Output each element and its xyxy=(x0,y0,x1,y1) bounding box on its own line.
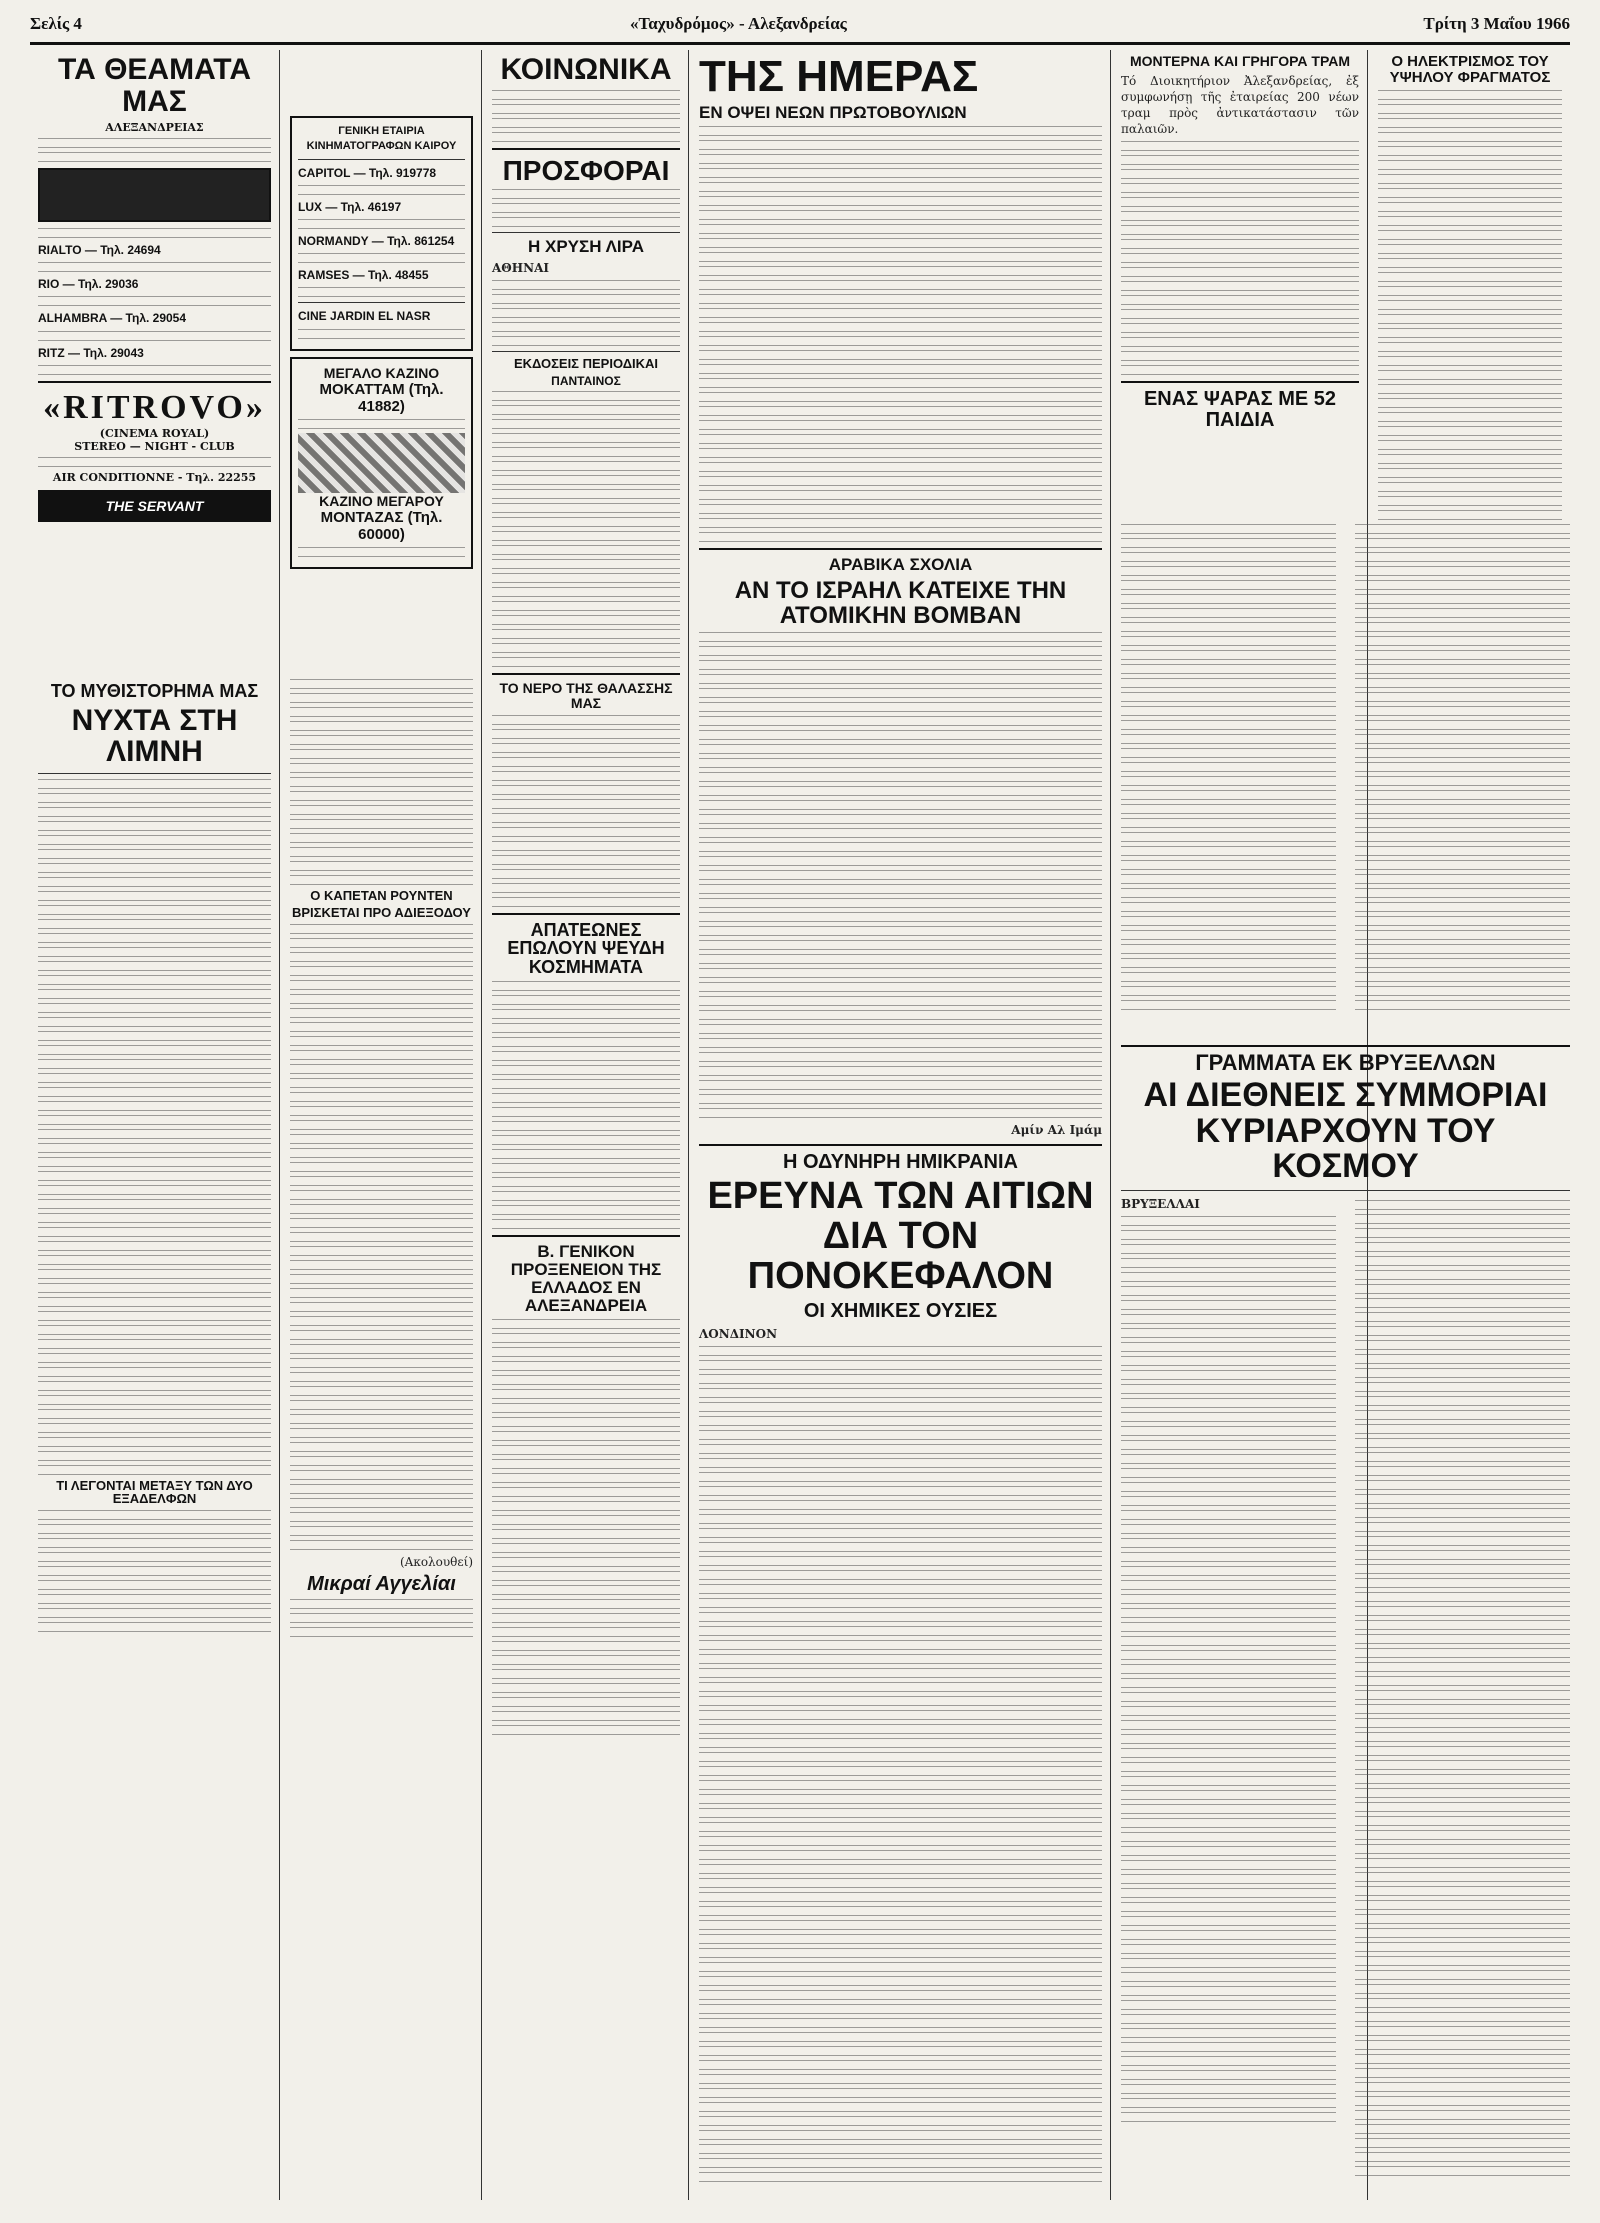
gold-heading: Η ΧΡΥΣΗ ΛΙΡΑ xyxy=(527,236,644,256)
casino-image xyxy=(298,433,465,493)
cinema-alhambra: ALHAMBRA — Τηλ. 29054 xyxy=(38,311,187,326)
cinema-lux: LUX — Τηλ. 46197 xyxy=(298,199,402,214)
brussels-article xyxy=(1121,1045,1570,2197)
cinema-rameses: RAMSES — Τηλ. 48455 xyxy=(298,268,429,283)
issue-date: Τρίτη 3 Μαΐου 1966 xyxy=(1423,14,1570,33)
gold-city: ΑΘΗΝΑΙ xyxy=(492,260,549,275)
ritrovo-ac: AIR CONDITIONNE - Τηλ. 22255 xyxy=(52,470,257,484)
consulate-heading: Β. ΓΕΝΙΚΟΝ ΠΡΟΞΕΝΕΙΟΝ ΤΗΣ ΕΛΛΑΔΟΣ ΕΝ ΑΛΕΞΑΝΔΡΕΙΑ xyxy=(510,1242,662,1315)
cinema-capitol: CAPITOL — Τηλ. 919778 xyxy=(298,165,437,180)
cairo-cinema-box-title: ΓΕΝΙΚΗ ΕΤΑΙΡΙΑ ΚΙΝΗΜΑΤΟΓΡΑΦΩΝ ΚΑΙΡΟΥ xyxy=(306,125,457,152)
casino-montaza-title: ΚΑΖΙΝΟ ΜΕΓΑΡΟΥ xyxy=(319,492,444,509)
fraud-heading: ΑΠΑΤΕΩΝΕΣ ΕΠΩΛΟΥΝ ΨΕΥΔΗ ΚΟΣΜΗΜΑΤΑ xyxy=(507,919,665,978)
migraine-headline: ΕΡΕΥΝΑ ΤΩΝ ΑΙΤΙΩΝ ΔΙΑ ΤΟΝ ΠΟΝΟΚΕΦΑΛΟΝ xyxy=(707,1175,1094,1298)
arab-comments-headline: ΑΝ ΤΟ ΙΣΡΑΗΛ ΚΑΤΕΙΧΕ ΤΗΝ ΑΤΟΜΙΚΗΝ ΒΟΜΒΑΝ xyxy=(734,576,1067,630)
continued-note: (Ακολουθεί) xyxy=(399,1554,473,1569)
section-title-social: ΚΟΙΝΩΝΙΚΑ xyxy=(500,53,672,86)
novel-section-title: ΤΟ ΜΥΘΙΣΤΟΡΗΜΑ ΜΑΣ xyxy=(50,680,259,701)
ritrovo-title: «RITROVO» xyxy=(43,388,266,426)
region-label: ΑΛΕΞΑΝΔΡΕΙΑΣ xyxy=(105,121,204,134)
novel-chapter-heading-2: ΒΡΙΣΚΕΤΑΙ ΠΡΟ ΑΔΙΕΞΟΔΟΥ xyxy=(292,905,471,921)
brussels-letters-title: ΓΡΑΜΜΑΤΑ ΕΚ ΒΡΥΞΕΛΛΩΝ xyxy=(1195,1050,1496,1075)
offers-heading: ΠΡΟΣΦΟΡΑΙ xyxy=(502,154,670,186)
cinema-jardin: CINE JARDIN EL NASR xyxy=(298,309,431,324)
fisher-article xyxy=(1121,520,1570,1030)
fisher-heading: ΕΝΑΣ ΨΑΡΑΣ ΜΕ 52 ΠΑΙΔΙΑ xyxy=(1143,388,1337,432)
masthead xyxy=(30,8,1570,45)
dam-heading: Ο ΗΛΕΚΤΡΙΣΜΟΣ ΤΟΥ ΥΨΗΛΟΥ ΦΡΑΓΜΑΤΟΣ xyxy=(1389,53,1551,86)
migraine-subheading: ΟΙ ΧΗΜΙΚΕΣ ΟΥΣΙΕΣ xyxy=(803,1300,998,1323)
column-day xyxy=(691,50,1111,2200)
servant-ad: THE SERVANT xyxy=(38,490,271,522)
arab-comments-signature: Αμίν Αλ Ιμάμ xyxy=(1011,1123,1102,1138)
day-subheading: ΕΝ ΟΨΕΙ ΝΕΩΝ ΠΡΩΤΟΒΟΥΛΙΩΝ xyxy=(699,103,967,123)
page-number: Σελίς 4 xyxy=(30,14,82,33)
ritrovo-line: STEREO — NIGHT - CLUB xyxy=(74,439,235,453)
periodicals-heading: ΕΚΔΟΣΕΙΣ ΠΕΡΙΟΔΙΚΑΙ xyxy=(513,355,659,371)
section-title-day: ΤΗΣ ΗΜΕΡΑΣ xyxy=(699,52,979,101)
novel-name: ΝΥΧΤΑ ΣΤΗ ΛΙΜΝΗ xyxy=(71,703,238,769)
newspaper-name: «Ταχυδρόμος» - Αλεξανδρείας xyxy=(630,14,847,33)
arab-comments-title: ΑΡΑΒΙΚΑ ΣΧΟΛΙΑ xyxy=(828,555,973,575)
ritrovo-subtitle: (CINEMA ROYAL) xyxy=(99,426,210,440)
novel-subtitle: ΤΙ ΛΕΓΟΝΤΑΙ ΜΕΤΑΞΥ ΤΩΝ ΔΥΟ ΕΞΑΔΕΛΦΩΝ xyxy=(56,1477,253,1507)
column-dam xyxy=(1370,50,1570,520)
column-social xyxy=(484,50,689,2200)
cinema-ritz: RITZ — Τηλ. 29043 xyxy=(38,345,144,360)
casino-mokattam-title: ΜΕΓΑΛΟ ΚΑΖΙΝΟ xyxy=(323,364,440,381)
sea-water-heading: ΤΟ ΝΕΡΟ ΤΗΣ ΘΑΛΑΣΣΗΣ ΜΑΣ xyxy=(499,680,673,711)
cinema-normandy: NORMANDY — Τηλ. 861254 xyxy=(298,234,455,249)
cinema-ad-banner xyxy=(38,168,271,222)
cinema-rio: RIO — Τηλ. 29036 xyxy=(38,277,139,292)
novel-chapter-heading-1: Ο ΚΑΠΕΤΑΝ ΡΟΥΝΤΕΝ xyxy=(310,887,453,903)
brussels-city: ΒΡΥΞΕΛΛΑΙ xyxy=(1121,1197,1200,1212)
cinema-rialto: RIALTO — Τηλ. 24694 xyxy=(38,243,161,257)
migraine-kicker: Η ΟΔΥΝΗΡΗ ΗΜΙΚΡΑΝΙΑ xyxy=(783,1151,1018,1174)
classified-title: Μικραί Αγγελίαι xyxy=(307,1573,456,1596)
periodical-name: ΠΑΝΤΑΙΝΟΣ xyxy=(551,373,621,388)
section-title-theatres: ΤΑ ΘΕΑΜΑΤΑ ΜΑΣ xyxy=(57,53,252,118)
column-cinemas-cairo xyxy=(282,50,482,2200)
casino-mokattam-name: ΜΟΚΑΤΤΑΜ (Τηλ. 41882) xyxy=(319,380,444,415)
column-theatres xyxy=(30,50,280,2200)
migraine-city: ΛΟΝΔΙΝΟΝ xyxy=(699,1327,778,1342)
tram-body: Τό Διοικητήριον Ἀλεξανδρείας, ἐξ συμφωνήσῃ τῆς ἐταιρείας 200 νέων τραμ πρὸς ἀντικατάστασιν τῶν παλαιῶν. xyxy=(1121,73,1359,137)
casino-montaza-name: ΜΟΝΤΑΖΑΣ (Τηλ. 60000) xyxy=(320,508,443,543)
tram-heading: ΜΟΝΤΕΡΝΑ ΚΑΙ ΓΡΗΓΟΡΑ ΤΡΑΜ xyxy=(1129,53,1351,69)
gangs-headline: ΑΙ ΔΙΕΘΝΕΙΣ ΣΥΜΜΟΡΙΑΙ ΚΥΡΙΑΡΧΟΥΝ ΤΟΥ ΚΟΣΜΟΥ xyxy=(1143,1076,1548,1186)
